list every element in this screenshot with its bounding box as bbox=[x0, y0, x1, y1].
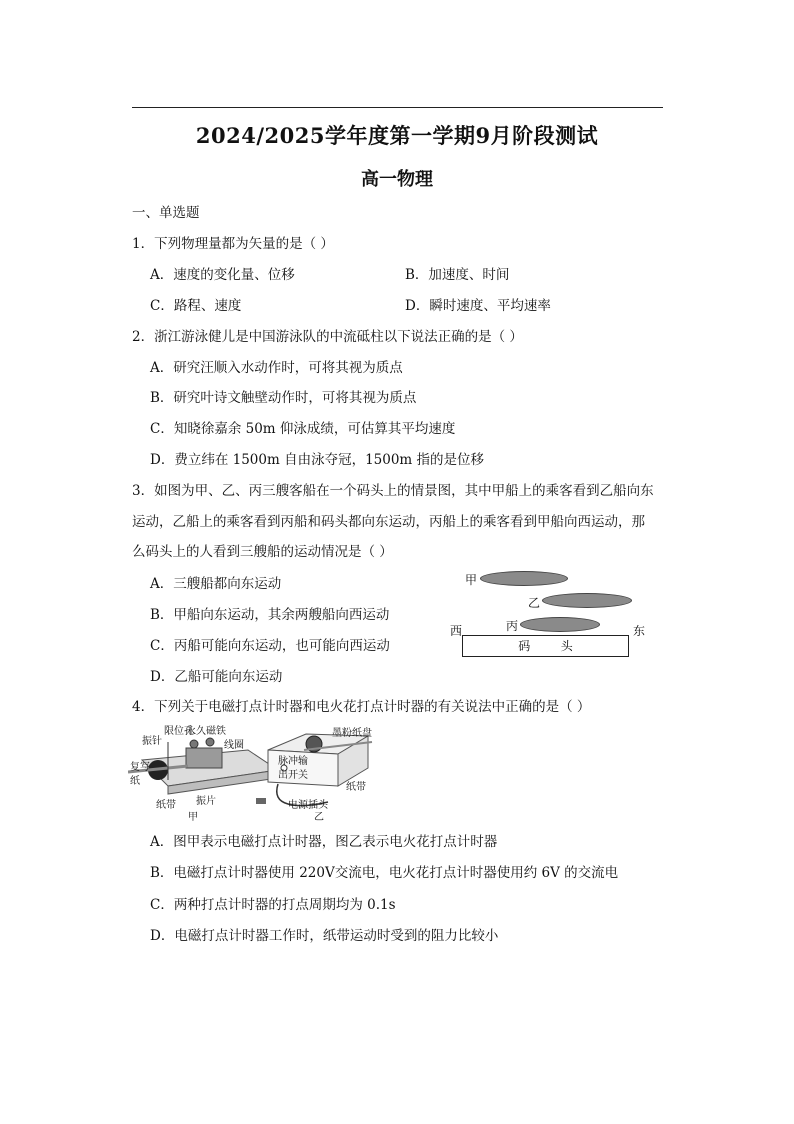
q1-option-d: D．瞬时速度、平均速率 bbox=[405, 298, 551, 314]
q3-option-d: D．乙船可能向东运动 bbox=[150, 669, 283, 685]
boat-a bbox=[480, 571, 568, 586]
boat-a-label: 甲 bbox=[465, 573, 478, 587]
q3-stem-line1: 3．如图为甲、乙、丙三艘客船在一个码头上的情景图，其中甲船上的乘客看到乙船向东 bbox=[132, 483, 654, 499]
q4-option-a: A．图甲表示电磁打点计时器，图乙表示电火花打点计时器 bbox=[150, 834, 498, 850]
boat-c-label: 丙 bbox=[506, 619, 519, 633]
boats-figure bbox=[440, 565, 646, 665]
q1-stem: 1．下列物理量都为矢量的是（ ） bbox=[132, 236, 334, 252]
page-title: 2024/2025学年度第一学期9月阶段测试 bbox=[195, 123, 599, 148]
q4-option-b: B．电磁打点计时器使用 220V交流电，电火花打点计时器使用约 6V 的交流电 bbox=[150, 865, 619, 881]
label-pulse-switch-2: 出开关 bbox=[278, 770, 308, 781]
label-coil: 线圈 bbox=[224, 740, 244, 751]
caption-left: 甲 bbox=[188, 812, 198, 823]
label-permanent-magnet: 永久磁铁 bbox=[186, 726, 226, 737]
label-vibrating-needle: 振针 bbox=[142, 736, 162, 747]
section-heading: 一、单选题 bbox=[132, 205, 200, 221]
page-subtitle: 高一物理 bbox=[361, 169, 433, 190]
q2-stem: 2．浙江游泳健儿是中国游泳队的中流砥柱以下说法正确的是（ ） bbox=[132, 329, 523, 345]
q4-option-c: C．两种打点计时器的打点周期均为 0.1s bbox=[150, 897, 396, 913]
q3-option-a: A．三艘船都向东运动 bbox=[150, 576, 282, 592]
label-carbon-paper-1: 复写 bbox=[130, 762, 150, 773]
q4-stem: 4．下列关于电磁打点计时器和电火花打点计时器的有关说法中正确的是（ ） bbox=[132, 699, 591, 715]
q3-option-b: B．甲船向东运动，其余两艘船向西运动 bbox=[150, 607, 390, 623]
q2-option-c: C．知晓徐嘉余 50m 仰泳成绩，可估算其平均速度 bbox=[150, 421, 456, 437]
label-paper-tape-left: 纸带 bbox=[156, 800, 176, 811]
q3-option-c: C．丙船可能向东运动，也可能向西运动 bbox=[150, 638, 390, 654]
label-power-plug: 电源插头 bbox=[288, 800, 328, 811]
q2-option-a: A．研究汪顺入水动作时，可将其视为质点 bbox=[150, 360, 403, 376]
q2-option-b: B．研究叶诗文触壁动作时，可将其视为质点 bbox=[150, 390, 417, 406]
q2-option-d: D．费立纬在 1500m 自由泳夺冠，1500m 指的是位移 bbox=[150, 452, 485, 468]
label-vibrating-plate: 振片 bbox=[196, 796, 216, 807]
q3-stem-line2: 运动，乙船上的乘客看到丙船和码头都向东运动，丙船上的乘客看到甲船向西运动，那 bbox=[132, 514, 645, 530]
label-pulse-switch-1: 脉冲输 bbox=[278, 756, 308, 767]
timers-figure bbox=[128, 720, 388, 822]
boat-b-label: 乙 bbox=[528, 596, 541, 610]
label-paper-tape-right: 纸带 bbox=[346, 782, 366, 793]
q1-option-a: A．速度的变化量、位移 bbox=[150, 267, 295, 283]
q3-stem-line3: 么码头上的人看到三艘船的运动情况是（ ） bbox=[132, 544, 393, 560]
caption-right: 乙 bbox=[314, 812, 324, 823]
label-limit-hole: 限位孔 bbox=[164, 726, 194, 737]
q1-option-b: B．加速度、时间 bbox=[405, 267, 510, 283]
label-toner-disk: 墨粉纸盘 bbox=[332, 728, 372, 739]
dock: 码 头 bbox=[462, 635, 629, 657]
east-label: 东 bbox=[633, 624, 646, 638]
boat-c bbox=[520, 617, 600, 632]
west-label: 西 bbox=[450, 624, 463, 638]
header-rule bbox=[132, 107, 663, 108]
boat-b bbox=[542, 593, 632, 608]
label-carbon-paper-2: 纸 bbox=[130, 776, 140, 787]
q4-option-d: D．电磁打点计时器工作时，纸带运动时受到的阻力比较小 bbox=[150, 928, 499, 944]
q1-option-c: C．路程、速度 bbox=[150, 298, 242, 314]
